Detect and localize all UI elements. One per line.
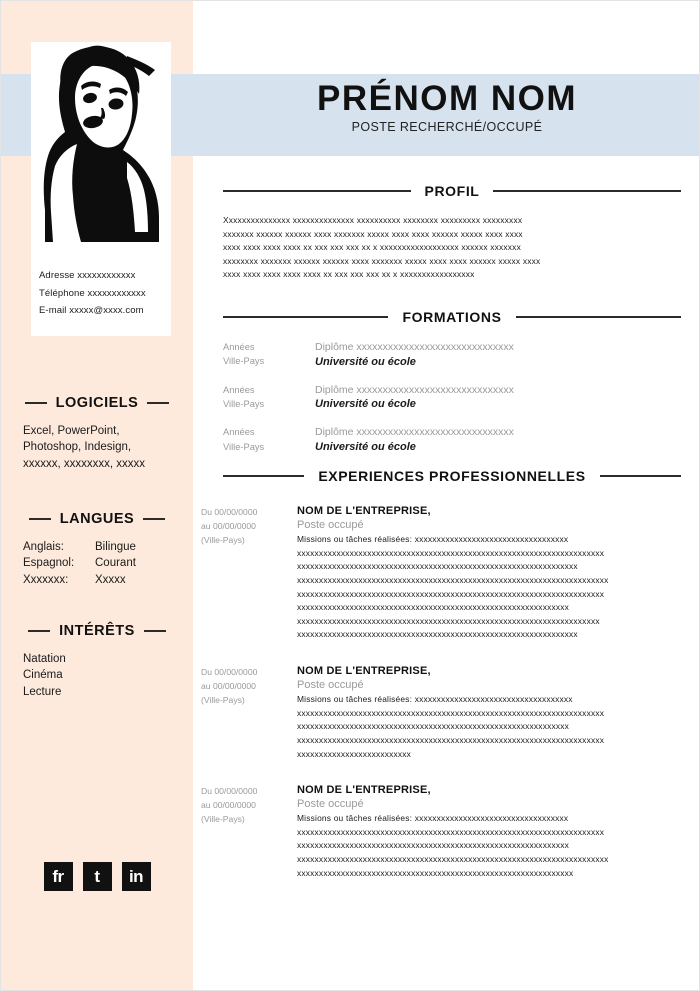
job-title-subtitle: POSTE RECHERCHÉ/OCCUPÉ xyxy=(351,119,543,134)
missions-line: xxxxxxxxxxxxxxxxxxxxxxxxxxxxxxxxxxx xyxy=(414,813,569,824)
formation-school: Université ou école xyxy=(315,355,416,368)
formation-entry xyxy=(223,340,681,371)
interets-list xyxy=(1,651,193,700)
missions-first-line xyxy=(297,812,681,826)
profil-body xyxy=(223,214,681,282)
missions-line: xxxxxxxxxxxxxxxxxxxxxxxxxxxxxxxxxxxxxxxxxxxxxxxxxxxxxxxxxxxxxxxxxxxxxx xyxy=(297,588,605,599)
missions-line: xxxxxxxxxxxxxxxxxxxxxxxxxxxxxxxxxxxxxxxxxxxxxxxxxxxxxxxxxxxxxxxx xyxy=(297,561,578,572)
experience-date-to: au 00/00/0000 xyxy=(201,680,256,691)
contact-phone: Téléphone xxxxxxxxxxxx xyxy=(39,287,146,299)
experience-entry xyxy=(201,504,681,642)
rule-right xyxy=(600,475,681,477)
main-content-column xyxy=(201,1,681,902)
photo-contact-card xyxy=(31,42,171,336)
profil-line: Xxxxxxxxxxxxxxx xxxxxxxxxxxxxx xxxxxxxxxx xxxxxxxx xxxxxxxxx xxxxxxxxx xyxy=(223,215,523,225)
section-header-langues xyxy=(1,511,193,527)
section-title-interets: INTÉRÊTS xyxy=(59,623,135,639)
experience-detail xyxy=(297,504,681,642)
page-title: PRÉNOM NOM xyxy=(317,79,577,118)
missions-line: xxxxxxxxxxxxxxxxxxxxxxxxxxxxxxxxxxxxxxxxxxxxxxxxxxxxxxxxxxxxxxxxxxxxxx xyxy=(297,547,605,558)
experience-date-to: au 00/00/0000 xyxy=(201,520,256,531)
contact-details xyxy=(39,267,171,320)
section-title-logiciels: LOGICIELS xyxy=(55,395,139,411)
logiciels-line: xxxxxx, xxxxxxxx, xxxxx xyxy=(23,457,146,470)
rule-left xyxy=(223,475,304,477)
section-header-formations xyxy=(223,309,681,325)
formation-years: Années xyxy=(223,427,255,438)
section-header-logiciels xyxy=(1,395,193,411)
experience-date-from: Du 00/00/0000 xyxy=(201,786,258,797)
experience-company: NOM DE L'ENTREPRISE, xyxy=(297,784,431,797)
rule-left xyxy=(223,316,388,318)
missions-line: xxxxxxxxxxxxxxxxxxxxxxxxxxxxxxxxxxx xyxy=(414,534,569,545)
langue-row xyxy=(23,572,179,588)
section-title-langues: LANGUES xyxy=(59,511,135,527)
missions-line: xxxxxxxxxxxxxxxxxxxxxxxxxxxxxxxxxxxxxxxxxxxxxxxxxxxxxxxxxxxxxxx xyxy=(297,867,574,878)
profile-photo xyxy=(31,42,171,242)
formation-entry xyxy=(223,383,681,414)
rule-right xyxy=(493,190,681,192)
experience-location: (Ville-Pays) xyxy=(201,813,245,824)
experience-missions xyxy=(297,533,681,642)
experience-date-to: au 00/00/0000 xyxy=(201,800,256,811)
section-header-experiences xyxy=(223,468,681,484)
missions-label: Missions ou tâches réalisées: xyxy=(297,534,413,545)
formation-school: Université ou école xyxy=(315,440,416,453)
interet-item: Natation xyxy=(23,653,66,665)
social-links xyxy=(1,862,193,891)
missions-line: xxxxxxxxxxxxxxxxxxxxxxxxxxxxxxxxxxxxxxxxxxxxxxxxxxxxxxxxxxxxxx xyxy=(297,721,570,732)
missions-line: xxxxxxxxxxxxxxxxxxxxxxxxxx xyxy=(297,748,412,759)
formation-detail xyxy=(315,340,681,371)
langue-name: Anglais: xyxy=(23,541,64,553)
tumblr-icon[interactable]: t xyxy=(83,862,112,891)
experience-missions xyxy=(297,812,681,880)
langue-row xyxy=(23,539,179,555)
sidebar-section-interets xyxy=(1,623,193,700)
rule-left xyxy=(28,630,50,632)
formation-detail xyxy=(315,425,681,456)
langue-name: Xxxxxxx: xyxy=(23,573,69,586)
missions-first-line xyxy=(297,693,681,707)
experience-meta xyxy=(201,504,297,642)
interet-item: Cinéma xyxy=(23,669,63,682)
missions-line: xxxxxxxxxxxxxxxxxxxxxxxxxxxxxxxxxxxxxxxxxxxxxxxxxxxxxxxxxxxxxxxxxxxxxx xyxy=(297,734,605,745)
missions-line: xxxxxxxxxxxxxxxxxxxxxxxxxxxxxxxxxxxxxxxxxxxxxxxxxxxxxxxxxxxxxxxxxxxxxx xyxy=(297,707,605,718)
formation-school: Université ou école xyxy=(315,398,416,411)
experience-company: NOM DE L'ENTREPRISE, xyxy=(297,504,431,517)
missions-line: xxxxxxxxxxxxxxxxxxxxxxxxxxxxxxxxxxxxxxxxxxxxxxxxxxxxxxxxxxxxxx xyxy=(297,840,570,851)
experience-date-from: Du 00/00/0000 xyxy=(201,666,258,677)
contact-address: Adresse xxxxxxxxxxxx xyxy=(39,270,136,281)
missions-line: xxxxxxxxxxxxxxxxxxxxxxxxxxxxxxxxxxxx xyxy=(414,694,573,705)
linkedin-icon[interactable]: in xyxy=(122,862,151,891)
experience-detail xyxy=(297,664,681,761)
experience-entry xyxy=(201,783,681,880)
profil-line: xxxxxxx xxxxxx xxxxxx xxxx xxxxxxx xxxxx xxxx xxxx xxxxxx xxxxx xxxx xxxx xyxy=(223,228,523,239)
formation-meta xyxy=(223,425,315,456)
rule-right xyxy=(516,316,681,318)
experience-company: NOM DE L'ENTREPRISE, xyxy=(297,664,431,677)
experience-location: (Ville-Pays) xyxy=(201,534,245,545)
formation-entry xyxy=(223,425,681,456)
formation-location: Ville-Pays xyxy=(223,356,265,367)
missions-line: xxxxxxxxxxxxxxxxxxxxxxxxxxxxxxxxxxxxxxxxxxxxxxxxxxxxxxxxxxxxxxxxxxxxxxx xyxy=(297,574,609,585)
formation-meta xyxy=(223,383,315,414)
missions-line: xxxxxxxxxxxxxxxxxxxxxxxxxxxxxxxxxxxxxxxxxxxxxxxxxxxxxxxxxxxxxx xyxy=(297,602,570,613)
experience-date-from: Du 00/00/0000 xyxy=(201,506,258,517)
section-title-experiences: EXPERIENCES PROFESSIONNELLES xyxy=(318,467,586,484)
missions-line: xxxxxxxxxxxxxxxxxxxxxxxxxxxxxxxxxxxxxxxxxxxxxxxxxxxxxxxxxxxxxxxx xyxy=(297,629,578,640)
interet-item: Lecture xyxy=(23,685,62,698)
missions-line: xxxxxxxxxxxxxxxxxxxxxxxxxxxxxxxxxxxxxxxxxxxxxxxxxxxxxxxxxxxxxxxxxxxxx xyxy=(297,615,600,626)
rule-left xyxy=(29,518,51,520)
formation-meta xyxy=(223,340,315,371)
missions-label: Missions ou tâches réalisées: xyxy=(297,813,413,824)
formation-location: Ville-Pays xyxy=(223,399,265,410)
experience-missions xyxy=(297,693,681,761)
rule-left xyxy=(25,402,47,404)
logiciels-line: Excel, PowerPoint, xyxy=(23,425,120,437)
logiciels-list xyxy=(1,423,193,472)
missions-label: Missions ou tâches réalisées: xyxy=(297,694,413,705)
formation-years: Années xyxy=(223,342,255,353)
missions-line: xxxxxxxxxxxxxxxxxxxxxxxxxxxxxxxxxxxxxxxxxxxxxxxxxxxxxxxxxxxxxxxxxxxxxx xyxy=(297,826,605,837)
experience-location: (Ville-Pays) xyxy=(201,694,245,705)
missions-line: xxxxxxxxxxxxxxxxxxxxxxxxxxxxxxxxxxxxxxxxxxxxxxxxxxxxxxxxxxxxxxxxxxxxxxx xyxy=(297,854,609,865)
formation-diploma: Diplôme xxxxxxxxxxxxxxxxxxxxxxxxxxxxxx xyxy=(315,426,514,439)
experience-detail xyxy=(297,783,681,880)
section-header-profil xyxy=(223,183,681,199)
rule-right xyxy=(143,518,165,520)
langue-level: Courant xyxy=(95,557,136,570)
langue-level: Bilingue xyxy=(95,541,136,553)
langues-list xyxy=(1,539,193,588)
profil-line: xxxxxxxx xxxxxxx xxxxxx xxxxxx xxxx xxxxxxx xxxxx xxxx xxxx xxxxxx xxxxx xxxx xyxy=(223,255,541,266)
experience-entry xyxy=(201,664,681,761)
formation-detail xyxy=(315,383,681,414)
facebook-fr-icon[interactable]: fr xyxy=(44,862,73,891)
experience-meta xyxy=(201,783,297,880)
contact-email: E-mail xxxxx@xxxx.com xyxy=(39,305,144,317)
langue-row xyxy=(23,555,179,571)
missions-first-line xyxy=(297,533,681,547)
section-header-interets xyxy=(1,623,193,639)
langue-name: Espagnol: xyxy=(23,557,75,570)
rule-right xyxy=(144,630,166,632)
profil-line: xxxx xxxx xxxx xxxx xx xxx xxx xxx xx x xxxxxxxxxxxxxxxxxx xxxxxx xxxxxxx xyxy=(223,242,521,253)
logiciels-line: Photoshop, Indesign, xyxy=(23,441,132,454)
experience-position: Poste occupé xyxy=(297,679,364,692)
rule-left xyxy=(223,190,411,192)
profil-line: xxxx xxxx xxxx xxxx xxxx xx xxx xxx xxx xx x xxxxxxxxxxxxxxxxx xyxy=(223,269,475,280)
sidebar-section-logiciels xyxy=(1,395,193,472)
formation-years: Années xyxy=(223,384,255,395)
formation-location: Ville-Pays xyxy=(223,441,265,452)
experience-position: Poste occupé xyxy=(297,519,364,532)
langue-level: Xxxxx xyxy=(95,573,126,586)
section-title-formations: FORMATIONS xyxy=(402,309,502,326)
experience-meta xyxy=(201,664,297,761)
formation-diploma: Diplôme xxxxxxxxxxxxxxxxxxxxxxxxxxxxxx xyxy=(315,341,514,354)
rule-right xyxy=(147,402,169,404)
sidebar-section-langues xyxy=(1,511,193,588)
section-title-profil: PROFIL xyxy=(424,183,480,199)
formation-diploma: Diplôme xxxxxxxxxxxxxxxxxxxxxxxxxxxxxx xyxy=(315,383,514,396)
experience-position: Poste occupé xyxy=(297,798,364,811)
